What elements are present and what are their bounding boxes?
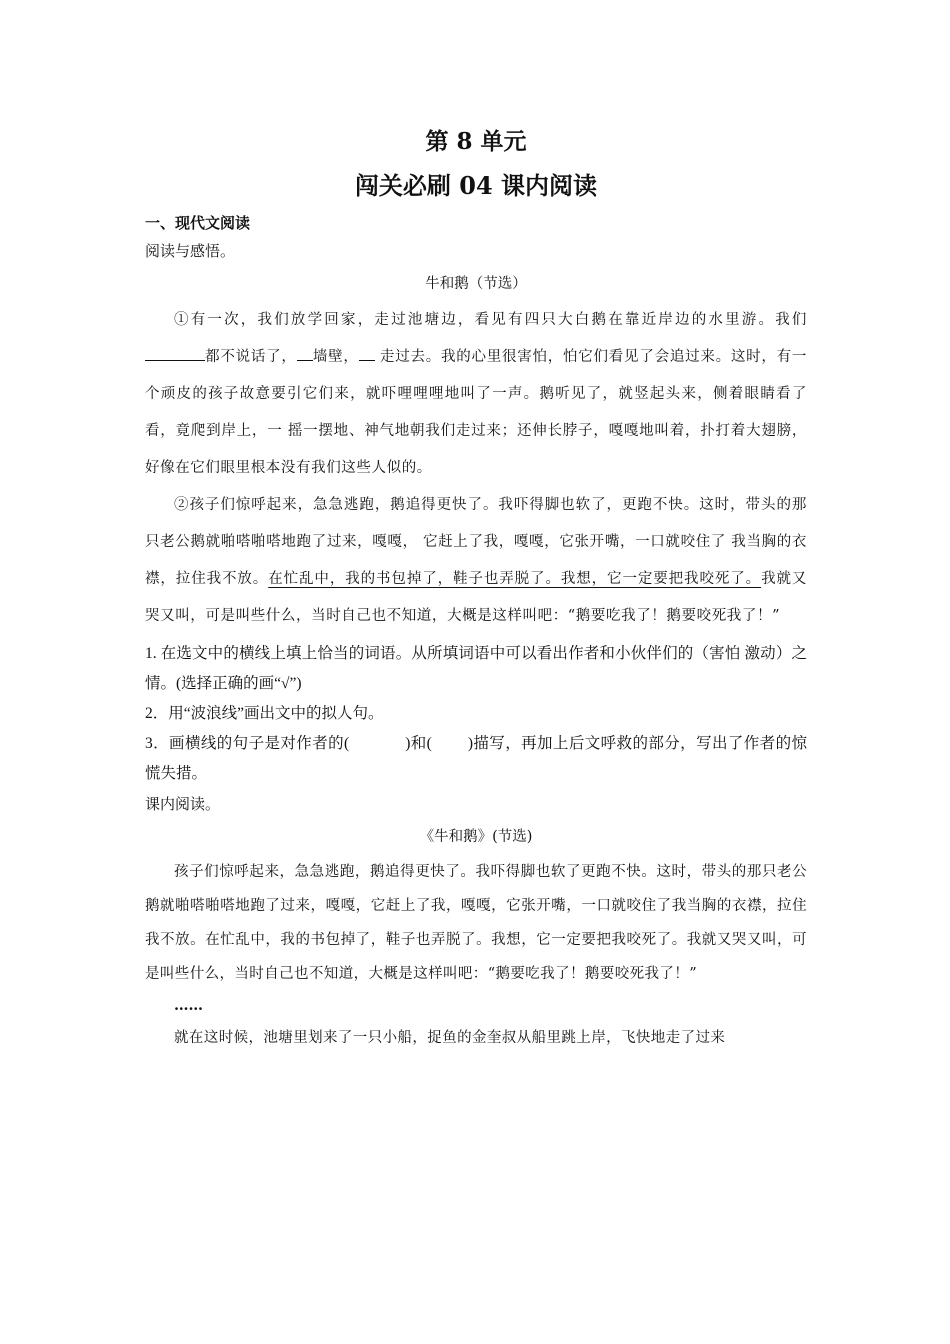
- underlined-sentence: 在忙乱中，我的书包掉了，鞋子也弄脱了。我想，它一定要把我咬死了。: [268, 571, 762, 587]
- passage-2-paragraph-1: 孩子们惊呼起来，急急逃跑，鹅追得更快了。我吓得脚也软了更跑不快。这时，带头的那只老公鹅就啪嗒啪嗒地跑了过来，嘎嘎，它赶上了我，嘎嘎，它张开嘴，一口就咬住了我当胸的衣襟，拉住我不放。在忙乱中，我的书包掉了，鞋子也弄脱了。我想，它一定要把我咬死了。我就又哭又叫，可是叫些什么，当时自己也不知道，大概是这样叫吧：“鹅要吃我了！鹅要咬死我了！”: [145, 864, 807, 982]
- question-text: 3．画横线的句子是对作者的(: [145, 735, 350, 752]
- main-title: 闯关必刷 04 课内阅读: [354, 171, 598, 200]
- passage-paragraph-2: [145, 487, 807, 635]
- fill-blank-2[interactable]: [297, 344, 313, 361]
- section-intro-2: 课内阅读。: [145, 795, 221, 813]
- question-text: )和(: [405, 735, 432, 752]
- question-text: )描写，再加上后文呼救的部分，写出了作者的惊慌失措。: [145, 735, 807, 782]
- document-content: [145, 122, 807, 1055]
- passage-paragraph-1: [145, 302, 807, 487]
- section-heading: 一、现代文阅读: [145, 214, 251, 232]
- question-3: [145, 729, 807, 789]
- unit-title: 第 8 单元: [425, 128, 527, 155]
- paragraph-text: 走过去。我的心里很害怕，怕它们看见了会追过来。这时，有一个顽皮的孩子故意要引它们来，就吓哩哩哩地叫了一声。鹅听见了，就竖起头来，侧着眼睛看了看，竟爬到岸上，一 摇一摆地、神气地朝我们走过来；还伸长脖子，嘎嘎地叫着，扑打着大翅膀，好像在它们眼里根本没有我们这些人似的。: [145, 349, 807, 476]
- passage-2-paragraph-2: 就在这时候，池塘里划来了一只小船，捉鱼的金奎叔从船里跳上岸，飞快地走了过来: [174, 1030, 726, 1046]
- passage-title: 牛和鹅（节选）: [425, 276, 527, 292]
- paragraph-text: ①有一次，我们放学回家，走过池塘边，看见有四只大白鹅在靠近岸边的水里游。我们: [174, 312, 807, 328]
- paragraph-text: 墙壁，: [312, 349, 359, 365]
- fill-blank-1[interactable]: [145, 344, 205, 361]
- fill-blank-3[interactable]: [359, 344, 375, 361]
- question-1: 1. 在选文中的横线上填上恰当的词语。从所填词语中可以看出作者和小伙伴们的（害怕 激动）之情。(选择正确的画“√”): [145, 645, 807, 692]
- paragraph-text: 都不说话了，: [205, 349, 297, 365]
- passage-title-2: 《牛和鹅》(节选): [419, 829, 533, 845]
- paragraph-text: ②孩子们惊呼起来，急急逃跑，鹅追得更快了。我吓得脚也软了，更跑不快。这时，带头的那只老公鹅就啪嗒啪嗒地跑了过来，嘎嘎， 它赶上了我，嘎嘎，它张开嘴，一口就咬住了 我当胸的衣襟，拉住我不放。: [145, 497, 807, 587]
- section-intro: 阅读与感悟。: [145, 242, 236, 260]
- ellipsis: ……: [174, 997, 203, 1014]
- paragraph-text: 我就又哭又叫，可是叫些什么，当时自己也不知道，大概是这样叫吧：“鹅要吃我了！鹅要咬死我了！”: [145, 571, 807, 624]
- question-2: 2．用“波浪线”画出文中的拟人句。: [145, 705, 384, 722]
